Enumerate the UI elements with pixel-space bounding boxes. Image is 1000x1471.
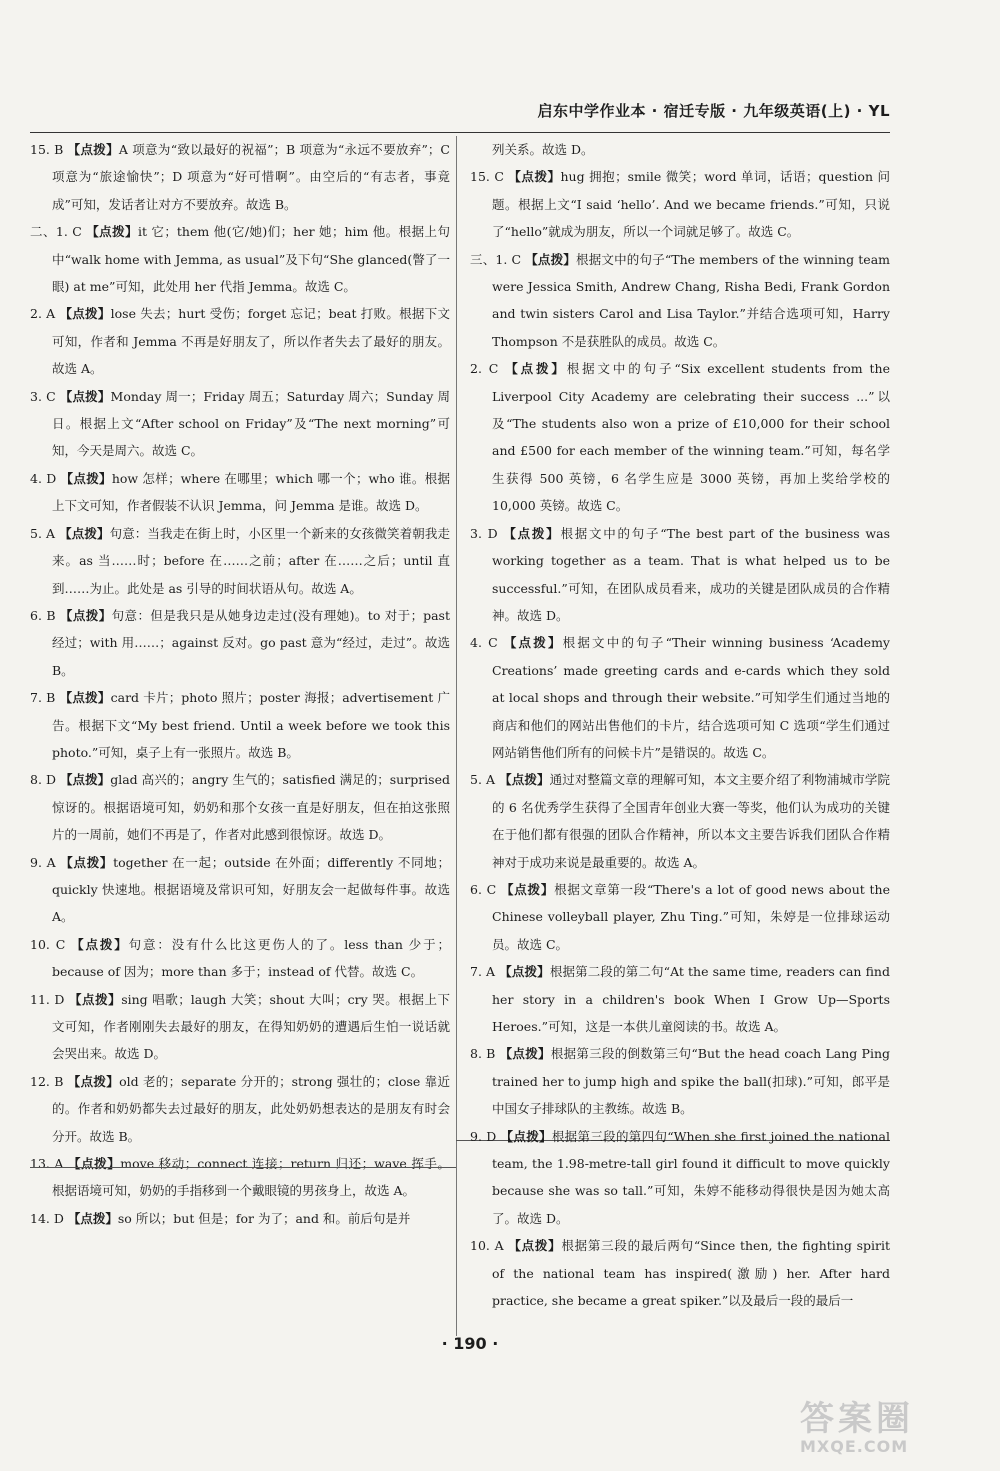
answer-text: hug 拥抱；smile 微笑；word 单词，话语；question 问题。根据上文“I said ‘hello’. And we became friends.”可知，只说了“hello”就成为朋友，所以一个词就足够了。故选 C。 bbox=[492, 169, 890, 240]
answer-item bbox=[30, 136, 450, 218]
answer-item bbox=[470, 766, 890, 876]
hint-tag: 【点拨】 bbox=[499, 964, 550, 980]
hint-tag: 【点拨】 bbox=[67, 1210, 118, 1226]
hint-tag: 【点拨】 bbox=[500, 1128, 552, 1144]
answer-text: 根据第三段的倒数第三句“But the head coach Lang Ping trained her to jump high and spike the ball(扣球).”可知，郎平是中国女子排球队的主教练。故选 B。 bbox=[492, 1046, 891, 1117]
answer-number: 7. A bbox=[470, 964, 500, 980]
answer-text: together 在一起；outside 在外面；differently 不同地；quickly 快速地。根据语境及常识可知，好朋友会一起做每件事。故选 A。 bbox=[52, 854, 450, 925]
answer-item bbox=[30, 1150, 450, 1205]
hint-tag: 【点拨】 bbox=[503, 635, 563, 651]
answer-text: A 项意为“致以最好的祝福”；B 项意为“永远不要放弃”；C 项意为“旅途愉快”；D 项意为“好可惜啊”。由空后的“有志者，事竟成”可知，发话者让对方不要放弃。故选 B。 bbox=[52, 142, 450, 212]
answer-number: 9. D bbox=[470, 1128, 501, 1144]
hint-tag: 【点拨】 bbox=[68, 1156, 121, 1172]
answer-number: 2. A bbox=[30, 306, 60, 322]
hint-tag: 【点拨】 bbox=[525, 251, 577, 267]
hint-tag: 【点拨】 bbox=[67, 142, 119, 157]
hint-tag: 【点拨】 bbox=[59, 306, 111, 322]
answer-number: 6. B bbox=[30, 607, 60, 623]
answer-item bbox=[30, 300, 450, 382]
answer-item bbox=[30, 465, 450, 520]
answer-item bbox=[470, 520, 890, 630]
answer-number: 8. B bbox=[470, 1046, 500, 1062]
answer-text: 根据文中的句子“The members of the winning team were Jessica Smith, Andrew Chang, Risha Bedi, Frank Gordon and twin sisters Carol and Lisa Taylor.”并结合选项可知，Harry Thompson 不是获胜队的成员。故选 C。 bbox=[492, 251, 890, 349]
answer-item bbox=[30, 1068, 450, 1150]
answer-text: 根据文中的句子“Their winning business ‘Academy Creations’ made greeting cards and e-cards which they sold at local shops and through their website.”可知学生们通过当地的商店和他们的网站出售他们的卡片，结合选项可知 C 选项“学生们通过网站销售他们所有的问候卡片”是错误的。故选 C。 bbox=[492, 635, 890, 760]
hint-tag: 【点拨】 bbox=[60, 470, 112, 486]
column-divider bbox=[456, 136, 457, 1336]
answer-text: 句意：但是我只是从她身边走过(没有理她)。to 对于；past 经过；with 用……；against 反对。go past 意为“经过，走过”。故选 B。 bbox=[52, 607, 450, 678]
answer-item bbox=[30, 986, 450, 1068]
answer-number: 14. D bbox=[30, 1210, 68, 1226]
answer-number: 10. A bbox=[470, 1238, 509, 1254]
hint-tag: 【点拨】 bbox=[71, 936, 129, 952]
answer-item bbox=[30, 383, 450, 465]
answer-item bbox=[470, 876, 890, 958]
answer-number: 8. D bbox=[30, 772, 60, 788]
answer-item bbox=[30, 218, 450, 300]
answer-text: how 怎样；where 在哪里；which 哪一个；who 谁。根据上下文可知，作者假装不认识 Jemma，问 Jemma 是谁。故选 D。 bbox=[52, 470, 450, 514]
answer-number: 5. A bbox=[30, 525, 60, 541]
answer-item bbox=[30, 602, 450, 684]
hint-tag: 【点拨】 bbox=[60, 772, 111, 788]
answer-number: 二、1. C bbox=[30, 224, 87, 240]
hint-tag: 【点拨】 bbox=[59, 690, 111, 706]
hint-tag: 【点拨】 bbox=[86, 224, 138, 240]
answer-number: 3. C bbox=[30, 388, 60, 404]
answer-text: 根据第三段的最后两句“Since then, the fighting spirit of the national team has inspired(激励) her. After hard practice, she became a great spiker.”以及最后一段的最后一 bbox=[492, 1238, 890, 1309]
answer-item bbox=[470, 958, 890, 1040]
page-number: · 190 · bbox=[441, 1334, 499, 1353]
answer-text: 根据文中的句子“The best part of the business was working together as a team. That is what helped us to be successful.”可知，在团队成员看来，成功的关键是团队成员的合作精神。故选 D。 bbox=[492, 525, 890, 623]
answer-item bbox=[470, 1040, 890, 1122]
answer-item bbox=[30, 520, 450, 602]
answer-text: it 它；them 他(它/她)们；her 她；him 他。根据上句中“walk home with Jemma, as usual”及下句“She glanced(瞥了一眼) at me”可知，此处用 her 代指 Jemma。故选 C。 bbox=[52, 224, 451, 295]
answer-text: card 卡片；photo 照片；poster 海报；advertisement 广告。根据下文“My best friend. Until a week before we took this photo.”可知，桌子上有一张照片。故选 B。 bbox=[52, 690, 450, 760]
answer-number: 4. C bbox=[470, 635, 504, 651]
answer-number: 10. C bbox=[30, 936, 72, 952]
header-rule bbox=[30, 132, 890, 133]
answer-text: sing 唱歌；laugh 大笑；shout 大叫；cry 哭。根据上下文可知，作者刚刚失去最好的朋友，在得知奶奶的遭遇后生怕一说话就会哭出来。故选 D。 bbox=[52, 991, 450, 1062]
hint-tag: 【点拨】 bbox=[505, 361, 567, 377]
watermark-line2: MXQE.COM bbox=[800, 1437, 909, 1456]
answer-number: 15. B bbox=[30, 142, 68, 157]
hint-tag: 【点拨】 bbox=[503, 525, 561, 541]
answer-number: 6. C bbox=[470, 881, 501, 897]
answer-text: 根据第三段的第四句“When she first joined the national team, the 1.98-metre-tall girl found it difficult to move quickly because she was so tall.”可知，朱婷不能移动得很快是因为她太高了。故选 D。 bbox=[492, 1128, 890, 1226]
answer-item bbox=[30, 931, 450, 986]
left-column bbox=[30, 136, 450, 1232]
answer-text: so 所以；but 但是；for 为了；and 和。前后句是并 bbox=[117, 1210, 411, 1226]
answer-item bbox=[470, 163, 890, 245]
running-header: 启东中学作业本 · 宿迁专版 · 九年级英语(上) · YL bbox=[537, 102, 890, 120]
answer-text: 列关系。故选 D。 bbox=[492, 142, 594, 157]
watermark-logo bbox=[800, 1400, 990, 1460]
answer-number: 7. B bbox=[30, 690, 60, 706]
answer-text: Monday 周一；Friday 周五；Saturday 周六；Sunday 周日。根据上文“After school on Friday”及“The next morning”可知，今天是周六。故选 C。 bbox=[52, 388, 450, 459]
hint-tag: 【点拨】 bbox=[59, 525, 110, 541]
answer-number: 11. D bbox=[30, 991, 69, 1007]
answer-text: 根据文中的句子“Six excellent students from the Liverpool City Academy are celebrating their success ...”以及“The students also won a prize of £10,000 for their school and £500 for each member of the winning team.”可知，每名学生获得 500 英镑，6 名学生应是 3000 英镑，再加上奖给学校的 10,000 英镑。故选 C。 bbox=[492, 361, 890, 514]
answer-text: 句意：当我走在街上时，小区里一个新来的女孩微笑着朝我走来。as 当……时；before 在……之前；after 在……之后；until 直到……为止。此处是 as 引导的时间状语从句。故选 A。 bbox=[52, 525, 450, 596]
hint-tag: 【点拨】 bbox=[60, 854, 114, 870]
answer-text: old 老的；separate 分开的；strong 强壮的；close 靠近的。作者和奶奶都失去过最好的朋友，此处奶奶想表达的是朋友有时会分开。故选 B。 bbox=[52, 1073, 450, 1144]
answer-number: 5. A bbox=[470, 772, 500, 788]
answer-text: move 移动；connect 连接；return 归还；wave 挥手。根据语境可知，奶奶的手指移到一个戴眼镜的男孩身上，故选 A。 bbox=[52, 1156, 450, 1199]
hint-tag: 【点拨】 bbox=[59, 607, 112, 623]
answer-item bbox=[470, 136, 890, 163]
answer-text: 通过对整篇文章的理解可知，本文主要介绍了利物浦城市学院的 6 名优秀学生获得了全国青年创业大赛一等奖，他们认为成功的关键在于他们都有很强的团队合作精神，所以本文主要告诉我们团队合作精神对于成功来说是最重要的。故选 A。 bbox=[492, 772, 890, 870]
answer-item bbox=[30, 1205, 450, 1232]
answer-number: 12. B bbox=[30, 1073, 68, 1089]
answer-number: 15. C bbox=[470, 169, 509, 185]
hint-tag: 【点拨】 bbox=[67, 1073, 120, 1089]
answer-number: 2. C bbox=[470, 361, 506, 377]
watermark-line1: 答案圈 bbox=[800, 1399, 914, 1439]
answer-number: 3. D bbox=[470, 525, 504, 541]
answer-text: 根据第二段的第二句“At the same time, readers can find her story in a children's book When I Grow Up—Sports Heroes.”可知，这是一本供儿童阅读的书。故选 A。 bbox=[492, 964, 890, 1034]
left-rule bbox=[30, 1167, 456, 1168]
answer-item bbox=[470, 1123, 890, 1233]
hint-tag: 【点拨】 bbox=[68, 991, 122, 1007]
answer-item bbox=[470, 355, 890, 519]
answer-number: 三、1. C bbox=[470, 251, 526, 267]
right-column bbox=[470, 136, 890, 1314]
hint-tag: 【点拨】 bbox=[59, 388, 111, 404]
hint-tag: 【点拨】 bbox=[501, 881, 555, 897]
answer-text: 根据文章第一段“There's a lot of good news about the Chinese volleyball player, Zhu Ting.”可知，朱婷是一位排球运动员。故选 C。 bbox=[492, 881, 890, 952]
answer-number: 9. A bbox=[30, 854, 61, 870]
hint-tag: 【点拨】 bbox=[499, 772, 550, 788]
answer-item bbox=[470, 629, 890, 766]
answer-item bbox=[30, 766, 450, 848]
answer-item bbox=[30, 684, 450, 766]
answer-text: 句意：没有什么比这更伤人的了。less than 少于；because of 因为；more than 多于；instead of 代替。故选 C。 bbox=[52, 936, 450, 980]
hint-tag: 【点拨】 bbox=[508, 1238, 562, 1254]
answer-item bbox=[30, 849, 450, 931]
hint-tag: 【点拨】 bbox=[508, 169, 561, 185]
answer-text: glad 高兴的；angry 生气的；satisfied 满足的；surprised 惊讶的。根据语境可知，奶奶和那个女孩一直是好朋友，但在拍这张照片的一周前，她们不再是了，作者对此感到很惊讶。故选 D。 bbox=[52, 772, 450, 843]
answer-text: lose 失去；hurt 受伤；forget 忘记；beat 打败。根据下文可知，作者和 Jemma 不再是好朋友了，所以作者失去了最好的朋友。故选 A。 bbox=[52, 306, 450, 377]
hint-tag: 【点拨】 bbox=[499, 1046, 551, 1062]
answer-item bbox=[470, 246, 890, 356]
answer-number: 13. A bbox=[30, 1156, 68, 1172]
answer-item bbox=[470, 1232, 890, 1314]
answer-number: 4. D bbox=[30, 470, 61, 486]
